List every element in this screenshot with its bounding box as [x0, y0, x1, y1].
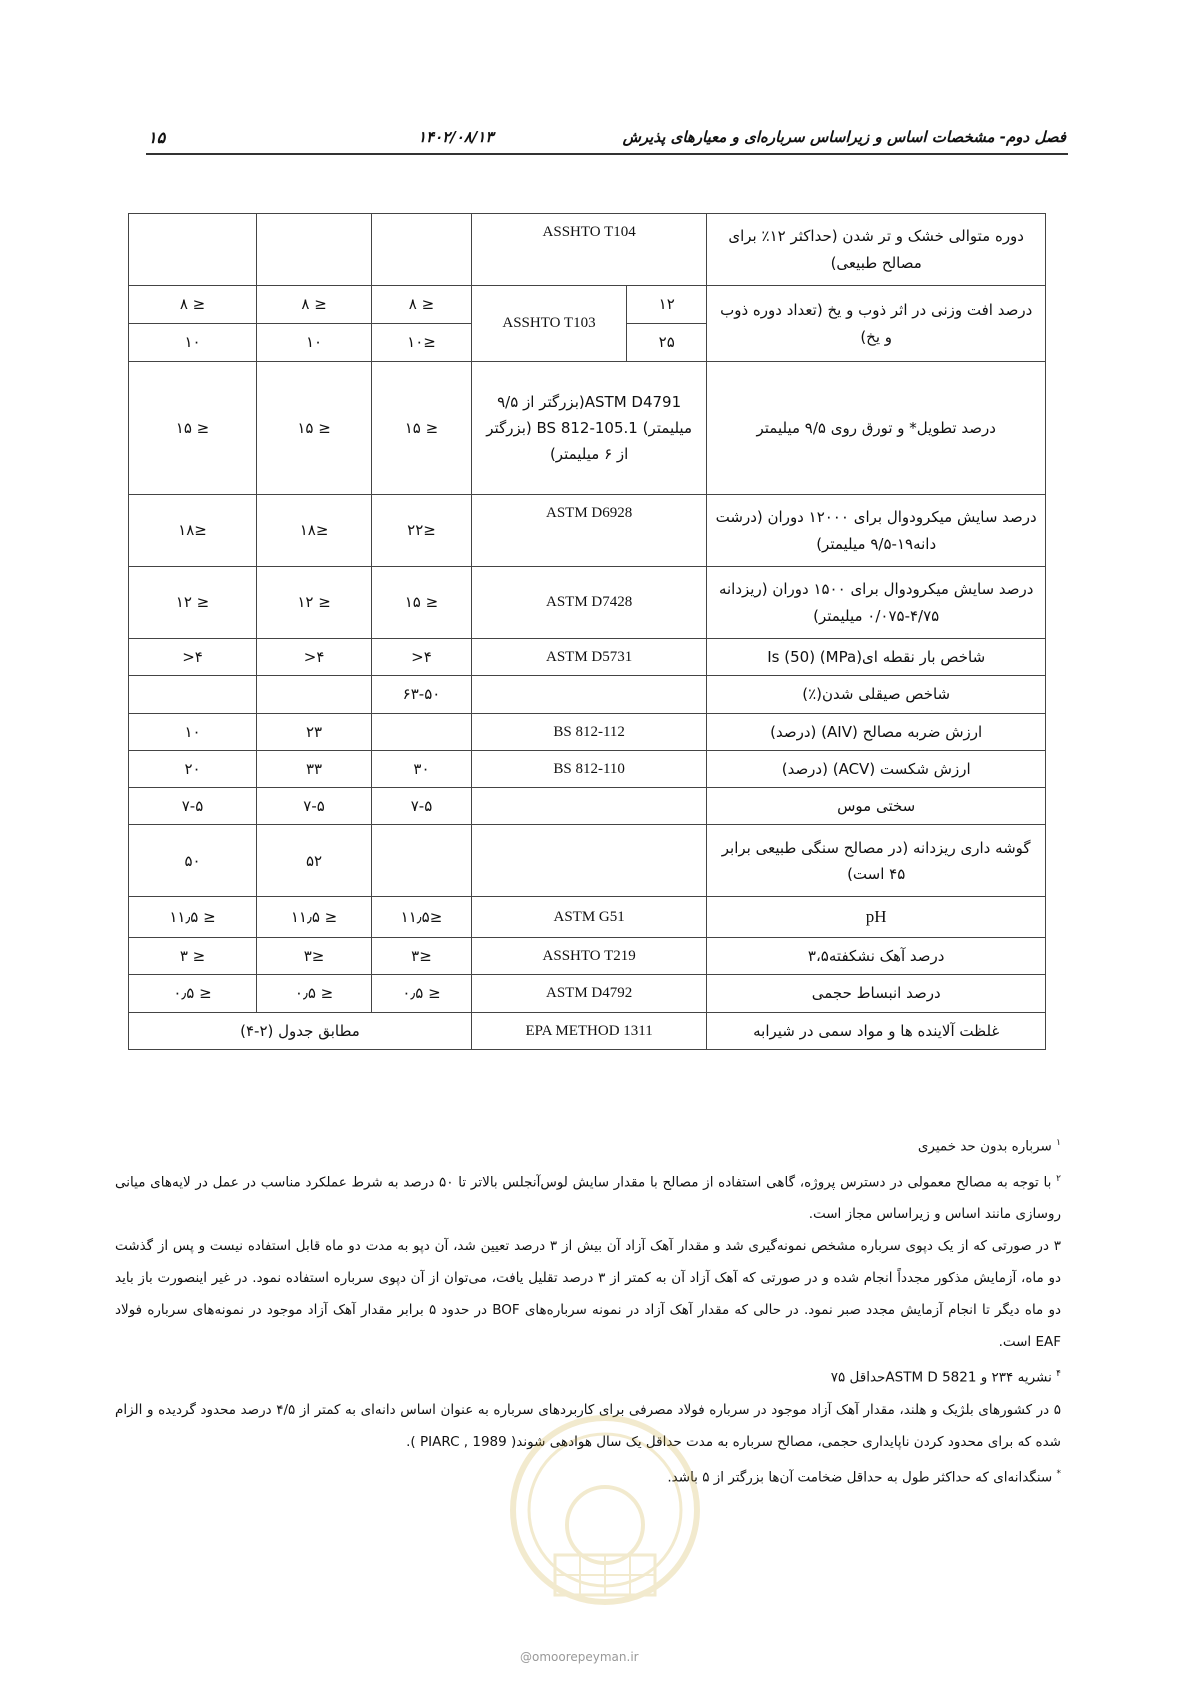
- value-cell: ≤ ۱۱٫۵: [129, 897, 257, 938]
- footnote-text: سنگدانه‌ای که حداکثر طول به حداقل ضخامت آن‌ها بزرگتر از ۵ باشد.: [667, 1469, 1053, 1485]
- value-cell: ≤ ۸: [372, 286, 472, 324]
- table-row: [129, 713, 1046, 750]
- running-header-date: ۱۴۰۲/۰۸/۱۳: [418, 128, 494, 146]
- property-cell: ارزش شکست (ACV) (درصد): [707, 750, 1046, 787]
- method-cell: ASTM D4792: [471, 975, 706, 1012]
- value-cell: ≤۱۱٫۵: [372, 897, 472, 938]
- value-cell: ≤۱۰: [372, 324, 472, 362]
- property-cell: دوره متوالی خشک و تر شدن (حداکثر ۱۲٪ برای مصالح طبیعی): [707, 214, 1046, 286]
- method-cell: ASSHTO T219: [471, 938, 706, 975]
- property-cell: درصد سایش میکرودوال برای ۱۵۰۰ دوران (ریزدانه ۴/۷۵-۰/۰۷۵ میلیمتر): [707, 567, 1046, 639]
- property-cell: درصد سایش میکرودوال برای ۱۲۰۰۰ دوران (درشت دانه۱۹-۹/۵ میلیمتر): [707, 495, 1046, 567]
- value-cell: ≤ ۱۵: [257, 362, 372, 495]
- value-cell: ≤ ۱۵: [372, 362, 472, 495]
- value-cell: [372, 713, 472, 750]
- watermark-seal-icon: [505, 1395, 705, 1625]
- value-cell: ≤ ۱۲: [129, 567, 257, 639]
- value-cell: ۲۰: [129, 750, 257, 787]
- value-cell: ۱۰: [129, 324, 257, 362]
- value-cell: ۷-۵: [129, 788, 257, 825]
- value-cell: [372, 214, 472, 286]
- footnote-text: سرباره بدون حد خمیری: [917, 1138, 1052, 1155]
- cycle-cell: ۱۲: [627, 286, 707, 324]
- value-cell: ≤۳: [372, 938, 472, 975]
- value-cell: ≤ ۰٫۵: [257, 975, 372, 1012]
- method-cell: BS 812-110: [471, 750, 706, 787]
- method-cell: ASTM D6928: [471, 495, 706, 567]
- watermark-url: @omoorepeyman.ir: [520, 1650, 639, 1664]
- value-cell: ≤ ۱۵: [129, 362, 257, 495]
- footnote-1: $^۱$ سرباره بدون حد خمیری: [917, 1138, 1061, 1155]
- table-row: [129, 938, 1046, 975]
- value-cell: ≤۱۸: [257, 495, 372, 567]
- table-row: [129, 567, 1046, 639]
- table-row: [129, 286, 1046, 324]
- property-cell: درصد انبساط حجمی: [707, 975, 1046, 1012]
- value-cell: ۲۳: [257, 713, 372, 750]
- value-cell: ≤ ۰٫۵: [372, 975, 472, 1012]
- value-cell: ۷-۵: [257, 788, 372, 825]
- value-cell: ۶۳-۵۰: [372, 676, 472, 713]
- page-number: ۱۵: [148, 128, 166, 147]
- table-row: [129, 897, 1046, 938]
- method-cell: [471, 825, 706, 897]
- running-header-title: فصل دوم- مشخصات اساس و زیراساس سرباره‌ای و معیارهای پذیرش: [622, 128, 1066, 146]
- footnote-text: نشریه ۲۳۴ و ASTM D 5821حداقل ۷۵: [830, 1369, 1052, 1386]
- method-cell: ASTM G51: [471, 897, 706, 938]
- value-cell: ۴<: [257, 639, 372, 676]
- property-cell: ارزش ضربه مصالح (AIV) (درصد): [707, 713, 1046, 750]
- table-row: [129, 362, 1046, 495]
- method-cell: ASTM D4791(بزرگتر از ۹/۵ میلیمتر) BS 812-105.1 (بزرگتر از ۶ میلیمتر): [471, 362, 706, 495]
- cycle-cell: ۲۵: [627, 324, 707, 362]
- value-cell: [129, 214, 257, 286]
- method-cell: ASSHTO T103: [471, 286, 626, 362]
- value-cell: ۵۰: [129, 825, 257, 897]
- value-cell: ۳۳: [257, 750, 372, 787]
- table-row: [129, 788, 1046, 825]
- table-row: [129, 1012, 1046, 1049]
- value-cell: ≤ ۱۲: [257, 567, 372, 639]
- property-cell: درصد آهک نشکفته۳،۵: [707, 938, 1046, 975]
- table-row: [129, 825, 1046, 897]
- property-cell: درصد افت وزنی در اثر ذوب و یخ (تعداد دوره ذوب و یخ): [707, 286, 1046, 362]
- property-cell: گوشه داری ریزدانه (در مصالح سنگی طبیعی برابر ۴۵ است): [707, 825, 1046, 897]
- merged-value-cell: مطابق جدول (۲-۴): [129, 1012, 472, 1049]
- method-cell: [471, 788, 706, 825]
- table-row: [129, 639, 1046, 676]
- value-cell: ≤ ۸: [257, 286, 372, 324]
- value-cell: ۷-۵: [372, 788, 472, 825]
- value-cell: ۳۰: [372, 750, 472, 787]
- property-cell: سختی موس: [707, 788, 1046, 825]
- value-cell: ≤ ۱۱٫۵: [257, 897, 372, 938]
- value-cell: [372, 825, 472, 897]
- value-cell: ۱۰: [257, 324, 372, 362]
- value-cell: ≤ ۳: [129, 938, 257, 975]
- value-cell: ≤ ۰٫۵: [129, 975, 257, 1012]
- table-row: [129, 676, 1046, 713]
- value-cell: ۴<: [372, 639, 472, 676]
- property-cell: pH: [707, 897, 1046, 938]
- method-cell: BS 812-112: [471, 713, 706, 750]
- method-cell: ASTM D7428: [471, 567, 706, 639]
- value-cell: ≤۱۸: [129, 495, 257, 567]
- property-cell: شاخص صیقلی شدن(٪): [707, 676, 1046, 713]
- footnote-4: $^۴$ نشریه ۲۳۴ و ASTM D 5821حداقل ۷۵: [830, 1369, 1061, 1386]
- header-rule: [146, 153, 1068, 155]
- property-cell: شاخص بار نقطه ای(MPa) (50) Is: [707, 639, 1046, 676]
- value-cell: [257, 676, 372, 713]
- footnote-2: $^۲$ با توجه به مصالح معمولی در دسترس پروژه، گاهی استفاده از مصالح با مقدار سایش لوس‌آنجلس بالاتر تا ۵۰ درصد به شرط عملکرد مناسب در عمل در لایه‌های میانی روسازی مانند اساس و زیراساس مجاز است.: [115, 1173, 1062, 1222]
- footnote-5: ۵ در کشورهای بلژیک و هلند، مقدار آهک آزاد موجود در سرباره فولاد مصرفی برای کاربردهای سرباره به عنوان اساس دانه‌ای به کمتر از ۴/۵ درصد محدود گردیده و الزام شده که برای محدود کردن ناپایداری حجمی، مصالح سرباره به مدت حداقل یک سال هوادهی شوند( PIARC , 1989 ).: [115, 1401, 1061, 1450]
- table-row: [129, 750, 1046, 787]
- value-cell: ≤۲۲: [372, 495, 472, 567]
- value-cell: [257, 214, 372, 286]
- footnote-text: با توجه به مصالح معمولی در دسترس پروژه، گاهی استفاده از مصالح با مقدار سایش لوس‌آنجلس بالاتر تا ۵۰ درصد به شرط عملکرد مناسب در عمل در لایه‌های میانی روسازی مانند اساس و زیراساس مجاز است.: [115, 1174, 1061, 1222]
- method-cell: EPA METHOD 1311: [471, 1012, 706, 1049]
- method-cell: [471, 676, 706, 713]
- table-row: [129, 975, 1046, 1012]
- footnote-3: ۳ در صورتی که از یک دپوی سرباره مشخص نمونه‌گیری شد و مقدار آهک آزاد آن بیش از ۳ درصد تعیین شد، آن دپو به مدت دو ماه قابل استفاده نیست و پس از گذشت دو ماه، آزمایش مذکور مجدداً انجام شده و در صورتی که آهک آزاد آن به کمتر از ۳ درصد تقلیل یافت، می‌توان از آن دپوی سرباره استفاده نمود. در غیر اینصورت باز باید دو ماه دیگر تا انجام آزمایش مجدد صبر نمود. در حالی که مقدار آهک آزاد در نمونه سرباره‌های BOF در حدود ۵ برابر مقدار آهک آزاد موجود در نمونه‌های سرباره فولاد EAF است.: [115, 1238, 1061, 1350]
- value-cell: ≤ ۱۵: [372, 567, 472, 639]
- property-cell: درصد تطویل* و تورق روی ۹/۵ میلیمتر: [707, 362, 1046, 495]
- value-cell: ۱۰: [129, 713, 257, 750]
- value-cell: ≤۳: [257, 938, 372, 975]
- property-cell: غلظت آلاینده ها و مواد سمی در شیرابه: [707, 1012, 1046, 1049]
- value-cell: ۵۲: [257, 825, 372, 897]
- value-cell: ۴<: [129, 639, 257, 676]
- value-cell: [129, 676, 257, 713]
- method-cell: ASTM D5731: [471, 639, 706, 676]
- specification-table: [128, 213, 1046, 1050]
- value-cell: ≤ ۸: [129, 286, 257, 324]
- table-row: [129, 214, 1046, 286]
- method-cell: ASSHTO T104: [471, 214, 706, 286]
- table-row: [129, 495, 1046, 567]
- footnote-6: * سنگدانه‌ای که حداکثر طول به حداقل ضخامت آن‌ها بزرگتر از ۵ باشد.: [667, 1468, 1061, 1485]
